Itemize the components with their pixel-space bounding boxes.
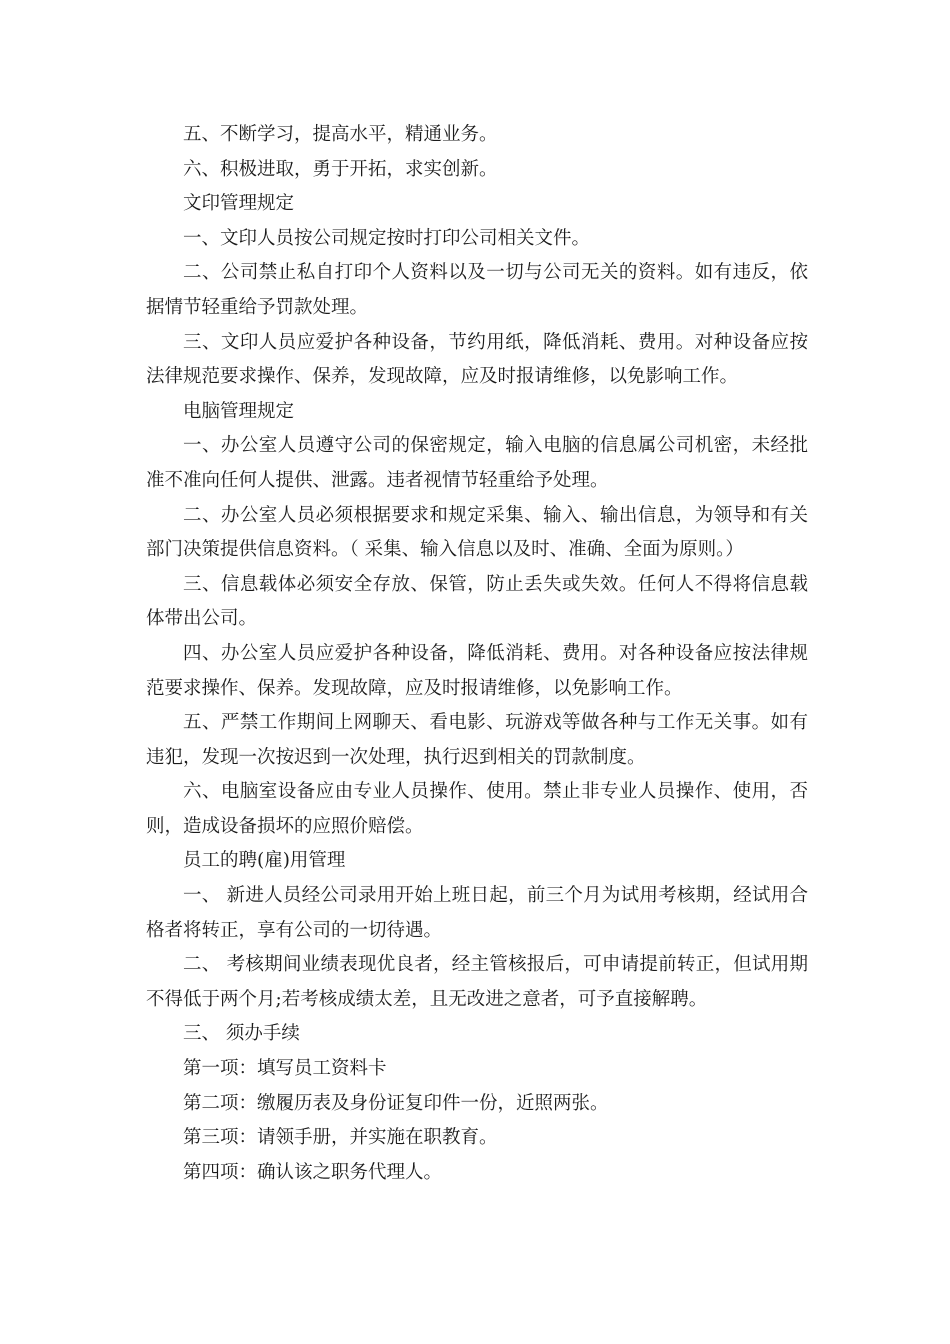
paragraph: 一、文印人员按公司规定按时打印公司相关文件。 — [183, 227, 591, 249]
paragraph: 四、办公室人员应爱护各种设备，降低消耗、费用。对各种设备应按法律规范要求操作、保养。发现故障，应及时报请维修，以免影响工作。 — [146, 642, 808, 699]
paragraph: 一、 新进人员经公司录用开始上班日起，前三个月为试用考核期，经试用合格者将转正，享有公司的一切待遇。 — [146, 885, 808, 941]
list-item: 第四项：确认该之职务代理人。 — [183, 1161, 443, 1183]
paragraph: 三、 须办手续 — [183, 1023, 300, 1045]
paragraph: 一、办公室人员遵守公司的保密规定，输入电脑的信息属公司机密，未经批准不准向任何人提供、泄露。违者视情节轻重给予处理。 — [146, 435, 808, 491]
paragraph: 五、严禁工作期间上网聊天、看电影、玩游戏等做各种与工作无关事。如有违犯，发现一次按迟到一次处理，执行迟到相关的罚款制度。 — [146, 712, 808, 768]
paragraph: 三、文印人员应爱护各种设备，节约用纸，降低消耗、费用。对种设备应按法律规范要求操作、保养，发现故障，应及时报请维修，以免影响工作。 — [146, 331, 808, 388]
paragraph: 三、信息载体必须安全存放、保管，防止丢失或失效。任何人不得将信息载体带出公司。 — [146, 573, 808, 630]
paragraph: 五、不断学习，提高水平，精通业务。 — [183, 124, 498, 145]
section-heading: 员工的聘(雇)用管理 — [183, 850, 346, 872]
paragraph: 二、 考核期间业绩表现优良者，经主管核报后，可申请提前转正，但试用期不得低于两个月;若考核成绩太差，且无改进之意者，可予直接解聘。 — [146, 954, 808, 1010]
list-item: 第二项：缴履历表及身份证复印件一份，近照两张。 — [183, 1092, 609, 1114]
section-heading: 电脑管理规定 — [183, 400, 295, 422]
paragraph: 六、电脑室设备应由专业人员操作、使用。禁止非专业人员操作、使用，否则，造成设备损坏的应照价赔偿。 — [146, 781, 808, 837]
paragraph: 六、积极进取，勇于开拓，求实创新。 — [183, 158, 498, 180]
paragraph: 二、办公室人员必须根据要求和规定采集、输入、输出信息，为领导和有关部门决策提供信息资料。（ 采集、输入信息以及时、准确、全面为原则。） — [146, 504, 808, 561]
section-heading: 文印管理规定 — [183, 193, 295, 215]
list-item: 第一项：填写员工资料卡 — [183, 1058, 387, 1080]
document-page — [146, 118, 808, 1190]
paragraph: 二、公司禁止私自打印个人资料以及一切与公司无关的资料。如有违反，依据情节轻重给予罚款处理。 — [146, 262, 808, 318]
list-item: 第三项：请领手册，并实施在职教育。 — [183, 1127, 498, 1149]
